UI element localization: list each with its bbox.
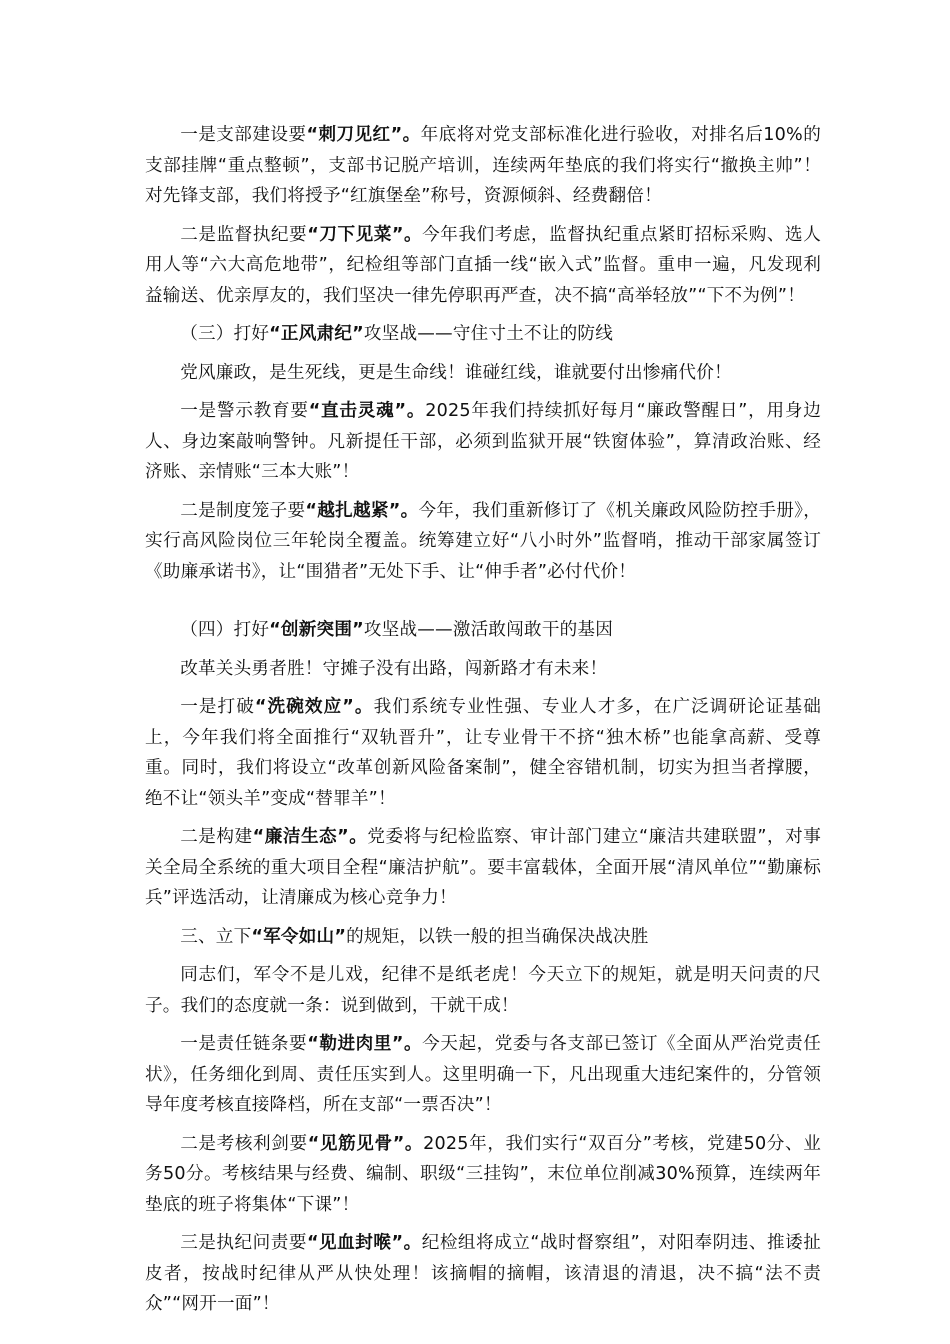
- emphasis: “创新突围”: [269, 620, 364, 640]
- paragraph: 一是警示教育要“直击灵魂”。2025年我们持续抓好每月“廉政警醒日”，用身边人、身边案敲响警钟。凡新提任干部，必须到监狱开展“铁窗体验”，算清政治账、经济账、亲情账“三本大账”！: [145, 401, 822, 482]
- emphasis: “见筋见骨”。: [307, 1133, 424, 1154]
- document-body: [145, 120, 821, 1328]
- section-heading: 三、立下“军令如山”的规矩，以铁一般的担当确保决战决胜: [180, 926, 649, 947]
- paragraph: 一是责任链条要“勒进肉里”。今天起，党委与各支部已签订《全面从严治党责任状》，任务细化到周、责任压实到人。这里明确一下，凡出现重大违纪案件的，分管领导年度考核直接降档，所在支部“一票否决”！: [145, 1034, 821, 1115]
- paragraph: 二是监督执纪要“刀下见菜”。今年我们考虑，监督执纪重点紧盯招标采购、选人用人等“六大高危地带”，纪检组等部门直插一线“嵌入式”监督。重申一遍，凡发现利益输送、优亲厚友的，我们坚决一律先停职再严查，决不搞“高举轻放”“下不为例”！: [145, 224, 821, 306]
- emphasis: “勒进肉里”。: [307, 1034, 423, 1054]
- paragraph: 一是支部建设要“刺刀见红”。年底将对党支部标准化进行验收，对排名后10%的支部挂牌“重点整顿”，支部书记脱产培训，连续两年垫底的我们将实行“撤换主帅”！对先锋支部，我们将授予“红旗堡垒”称号，资源倾斜、经费翻倍！: [145, 125, 822, 206]
- section-heading: （三）打好“正风肃纪”攻坚战——守住寸土不让的防线: [180, 324, 613, 344]
- emphasis: “军令如山”: [251, 926, 347, 947]
- paragraph: 三是执纪问责要“见血封喉”。纪检组将成立“战时督察组”，对阳奉阴违、推诿扯皮者，按战时纪律从严从快处理！该摘帽的摘帽，该清退的清退，决不搞“法不责众”“网开一面”！: [145, 1233, 821, 1314]
- emphasis: “正风肃纪”: [269, 324, 364, 344]
- paragraph: 二是制度笼子要“越扎越紧”。今年，我们重新修订了《机关廉政风险防控手册》，实行高风险岗位三年轮岗全覆盖。统筹建立好“八小时外”监督哨，推动干部家属签订《助廉承诺书》，让“围猎者”无处下手、让“伸手者”必付代价！: [145, 500, 821, 582]
- paragraph: 二是构建“廉洁生态”。党委将与纪检监察、审计部门建立“廉洁共建联盟”，对事关全局全系统的重大项目全程“廉洁护航”。要丰富载体，全面开展“清风单位”“勤廉标兵”评选活动，让清廉成为核心竞争力！: [145, 827, 821, 908]
- emphasis: “直击灵魂”。: [308, 401, 426, 421]
- paragraph: 改革关头勇者胜！守摊子没有出路，闯新路才有未来！: [180, 658, 608, 679]
- paragraph: 党风廉政，是生死线，更是生命线！谁碰红线，谁就要付出惨痛代价！: [180, 362, 732, 383]
- paragraph: 二是考核利剑要“见筋见骨”。2025年，我们实行“双百分”考核，党建50分、业务50分。考核结果与经费、编制、职级“三挂钩”，末位单位削减30%预算，连续两年垫底的班子将集体“下课”！: [145, 1133, 821, 1215]
- emphasis: “刀下见菜”。: [307, 224, 423, 245]
- emphasis: “见血封喉”。: [306, 1233, 422, 1253]
- emphasis: “洗碗效应”。: [254, 697, 374, 717]
- emphasis: “廉洁生态”。: [252, 827, 368, 847]
- paragraph: 同志们，军令不是儿戏，纪律不是纸老虎！今天立下的规矩，就是明天问责的尺子。我们的态度就一条：说到做到，干就干成！: [145, 965, 821, 1016]
- paragraph: 一是打破“洗碗效应”。我们系统专业性强、专业人才多，在广泛调研论证基础上，今年我们将全面推行“双轨晋升”，让专业骨干不挤“独木桥”也能拿高薪、受尊重。同时，我们将设立“改革创新风险备案制”，健全容错机制，切实为担当者撑腰，绝不让“领头羊”变成“替罪羊”！: [145, 697, 821, 809]
- emphasis: “刺刀见红”。: [306, 125, 421, 145]
- emphasis: “越扎越紧”。: [305, 500, 419, 521]
- section-heading: （四）打好“创新突围”攻坚战——激活敢闯敢干的基因: [180, 620, 613, 640]
